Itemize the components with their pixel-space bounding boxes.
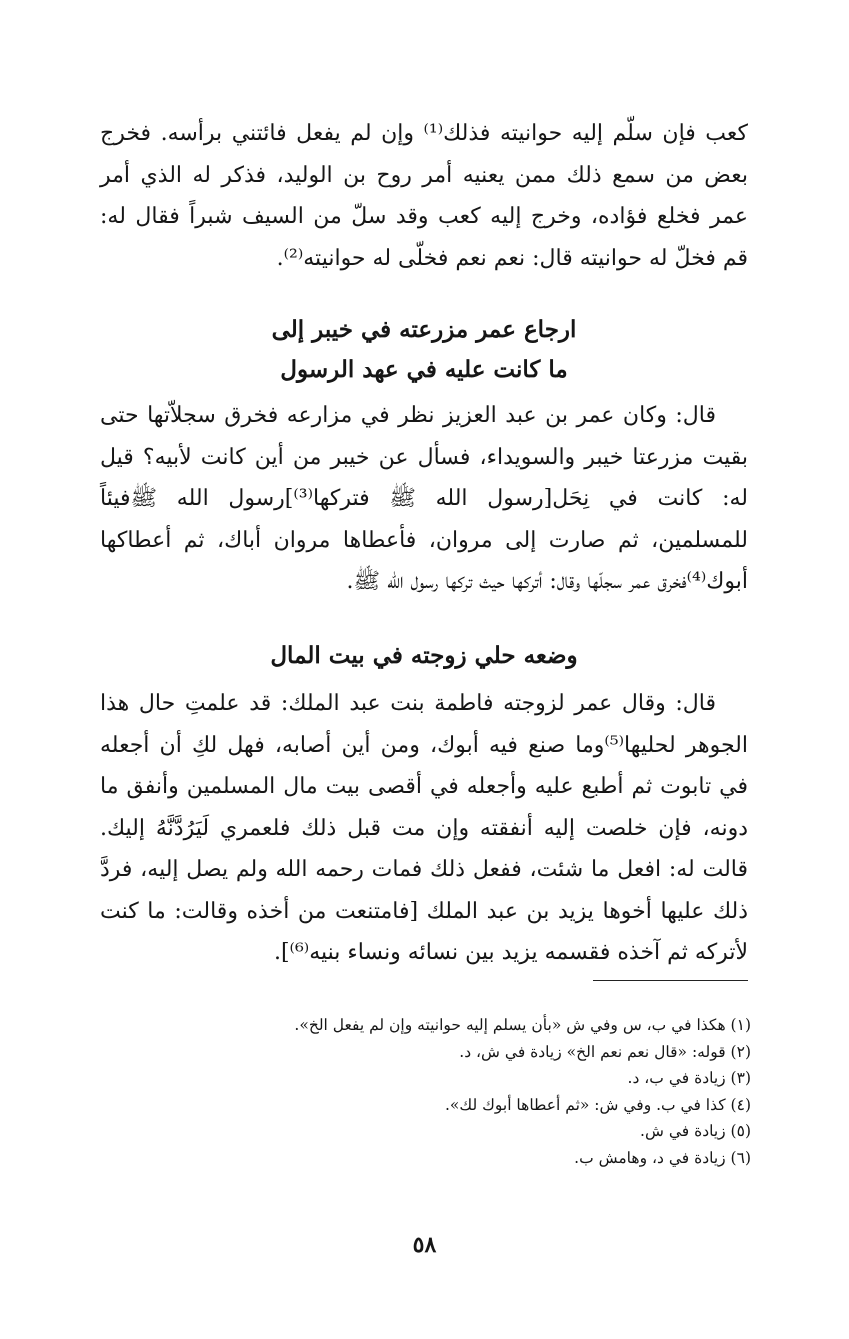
heading-line-1: ارجاع عمر مزرعته في خيبر إلى (271, 316, 577, 343)
heading-line-2: ما كانت عليه في عهد الرسول (280, 356, 568, 383)
footnote-4: (٤) كذا في ب. وفي ش: «ثم أعطاها أبوك لك». (444, 1095, 751, 1114)
footnote-separator (593, 980, 748, 981)
footnote-3: (٣) زيادة في ب، د. (627, 1069, 751, 1087)
section-heading-jewelry (100, 636, 748, 676)
footnote-2: (٢) قوله: «قال نعم نعم الخ» زيادة في ش، د. (459, 1042, 751, 1061)
section-heading-khaybar (100, 310, 748, 390)
footnote-6: (٦) زيادة في د، وهامش ب. (574, 1148, 751, 1167)
opening-paragraph-block (100, 113, 748, 279)
khaybar-paragraph: قال: وكان عمر بن عبد العزيز نظر في مزارعه فخرق سجلاّتها حتى بقيت مزرعتا خيبر والسويداء، فسأل عن خيبر من أين كانت لأبيه؟ قيل له: كانت في نِحَل[رسول الله ﷺ فتركها⁽³⁾]رسول الله ﷺفيئاً للمسلمين، ثم صارت إلى مروان، فأعطاها مروان أباك، ثم أعطاكها أبوك⁽⁴⁾فخرق عمر سجلّها وقال: أتركها حيث تركها رسول الله ﷺ. (100, 403, 748, 594)
jewelry-paragraph-block (100, 683, 748, 974)
jewelry-paragraph: قال: وقال عمر لزوجته فاطمة بنت عبد الملك: قد علمتِ حال هذا الجوهر لحليها⁽⁵⁾وما صنع فيه أبوك، ومن أين أصابه، فهل لكِ أن أجعله في تابوت ثم أطبع عليه وأجعله في أقصى بيت مال المسلمين وأنفق ما دونه، فإن خلصت إليه أنفقته وإن مت قبل ذلك فلعمري لَيَرُدَّنَّهُ إليك. قالت له: افعل ما شئت، ففعل ذلك فمات رحمه الله ولم يصل إليه، فردَّ ذلك عليها أخوها يزيد بن عبد الملك [فامتنعت من أخذه وقالت: ما كنت لأتركه ثم آخذه فقسمه يزيد بين نسائه ونساء بنيه⁽⁶⁾]. (100, 691, 748, 965)
footnote-1: (١) هكذا في ب، س وفي ش «بأن يسلم إليه حوانيته وإن لم يفعل الخ». (294, 1016, 751, 1034)
khaybar-paragraph-block (100, 395, 748, 603)
footnote-5: (٥) زيادة في ش. (640, 1122, 751, 1140)
heading-jewelry-text: وضعه حلي زوجته في بيت المال (270, 642, 578, 669)
page-number: ٥٨ (412, 1232, 437, 1258)
opening-paragraph: كعب فإن سلّم إليه حوانيته فذلك⁽¹⁾ وإن لم يفعل فائتني برأسه. فخرج بعض من سمع ذلك ممن يعنيه أمر روح بن الوليد، فذكر له الذي أمر عمر فخلع فؤاده، وخرج إليه كعب وقد سلّ من السيف شبراً فقال له: قم فخلّ له حوانيته قال: نعم نعم فخلّى له حوانيته⁽²⁾. (100, 121, 748, 271)
footnotes-list (191, 1012, 751, 1171)
